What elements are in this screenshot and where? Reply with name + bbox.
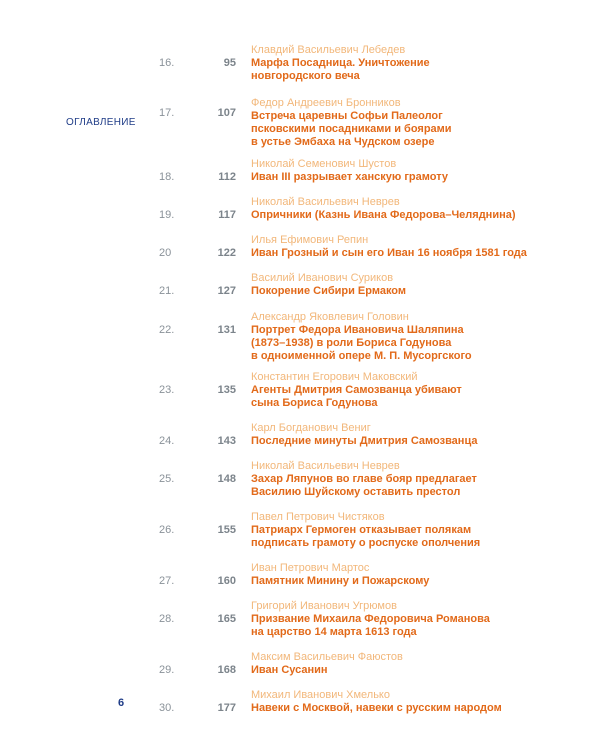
entry-title: Захар Ляпунов во главе бояр предлагает Василию Шуйскому оставить престол [251, 473, 477, 498]
toc-entry[interactable] [0, 600, 600, 638]
toc-entry[interactable] [0, 158, 600, 183]
entry-author: Василий Иванович Суриков [251, 272, 394, 284]
entry-number: 18. [159, 171, 175, 183]
entry-number: 22. [159, 324, 175, 336]
entry-page: 160 [217, 575, 236, 587]
entry-author: Николай Семенович Шустов [251, 158, 397, 170]
entry-page: 95 [223, 57, 236, 69]
entry-page: 117 [218, 209, 236, 221]
entry-title: Портрет Федора Ивановича Шаляпина (1873–1938) в роли Бориса Годунова в одноименной опере М. П. Мусоргского [251, 324, 472, 362]
entry-author: Михаил Иванович Хмелько [251, 689, 390, 701]
entry-title: Памятник Минину и Пожарскому [251, 575, 430, 587]
entry-title: Иван III разрывает ханскую грамоту [251, 171, 448, 183]
toc-entry[interactable] [0, 44, 600, 82]
entry-number: 28. [159, 613, 175, 625]
toc-entry[interactable] [0, 689, 600, 714]
entry-page: 131 [217, 324, 236, 336]
entry-number: 26. [159, 524, 175, 536]
entry-number: 17. [159, 107, 175, 119]
entry-author: Александр Яковлевич Головин [251, 311, 409, 323]
entry-page: 148 [217, 473, 236, 485]
toc-entry[interactable] [0, 196, 600, 221]
entry-number: 30. [159, 702, 175, 714]
entry-page: 127 [217, 285, 236, 297]
entry-number: 19. [159, 209, 175, 221]
entry-author: Иван Петрович Мартос [251, 562, 370, 574]
toc-entry[interactable] [0, 272, 600, 297]
entry-number: 16. [159, 57, 175, 69]
entry-title: Иван Сусанин [251, 664, 328, 676]
toc-entry[interactable] [0, 422, 600, 447]
entry-title: Марфа Посадница. Уничтожение новгородского веча [251, 57, 430, 82]
entry-number: 23. [159, 384, 175, 396]
entry-page: 135 [217, 384, 236, 396]
entry-page: 143 [217, 435, 236, 447]
entry-author: Николай Васильевич Неврев [251, 460, 400, 472]
section-label: ОГЛАВЛЕНИЕ [66, 117, 136, 128]
entry-title: Агенты Дмитрия Самозванца убивают сына Бориса Годунова [251, 384, 462, 409]
entry-title: Призвание Михаила Федоровича Романова на царство 14 марта 1613 года [251, 613, 490, 638]
entry-number: 29. [159, 664, 175, 676]
entry-author: Илья Ефимович Репин [251, 234, 369, 246]
toc-entry[interactable] [0, 460, 600, 498]
entry-page: 122 [217, 247, 236, 259]
entry-page: 112 [218, 171, 236, 183]
entry-number: 20 [159, 247, 172, 259]
entry-author: Клавдий Васильевич Лебедев [251, 44, 406, 56]
entry-page: 107 [217, 107, 236, 119]
toc-entry[interactable] [0, 311, 600, 362]
entry-number: 21. [159, 285, 175, 297]
entry-page: 177 [217, 702, 236, 714]
entry-author: Григорий Иванович Угрюмов [251, 600, 397, 612]
toc-entry[interactable] [0, 511, 600, 549]
entry-page: 165 [217, 613, 236, 625]
entry-title: Навеки с Москвой, навеки с русским народом [251, 702, 502, 714]
entry-title: Последние минуты Дмитрия Самозванца [251, 435, 478, 447]
entry-title: Опричники (Казнь Ивана Федорова–Челяднина) [251, 209, 516, 221]
entry-page: 155 [217, 524, 236, 536]
toc-entry[interactable] [0, 651, 600, 676]
entry-title: Покорение Сибири Ермаком [251, 285, 407, 297]
entry-author: Карл Богданович Вениг [251, 422, 371, 434]
entry-number: 27. [159, 575, 175, 587]
entry-author: Павел Петрович Чистяков [251, 511, 385, 523]
entry-title: Патриарх Гермоген отказывает полякам подписать грамоту о роспуске ополчения [251, 524, 481, 549]
entry-title: Иван Грозный и сын его Иван 16 ноября 1581 года [251, 247, 527, 259]
entry-number: 25. [159, 473, 175, 485]
entry-author: Константин Егорович Маковский [251, 371, 418, 383]
entry-number: 24. [159, 435, 175, 447]
toc-entry[interactable] [0, 234, 600, 259]
entry-page: 168 [217, 664, 236, 676]
entry-title: Встреча царевны Софьи Палеолог псковскими посадниками и боярами в устье Эмбаха на Чудском озере [251, 110, 452, 148]
toc-entry[interactable] [0, 371, 600, 409]
toc-entry[interactable] [0, 562, 600, 587]
entry-author: Федор Андреевич Бронников [251, 97, 401, 109]
page-number: 6 [118, 697, 125, 709]
entry-author: Николай Васильевич Неврев [251, 196, 400, 208]
entry-author: Максим Васильевич Фаюстов [251, 651, 403, 663]
